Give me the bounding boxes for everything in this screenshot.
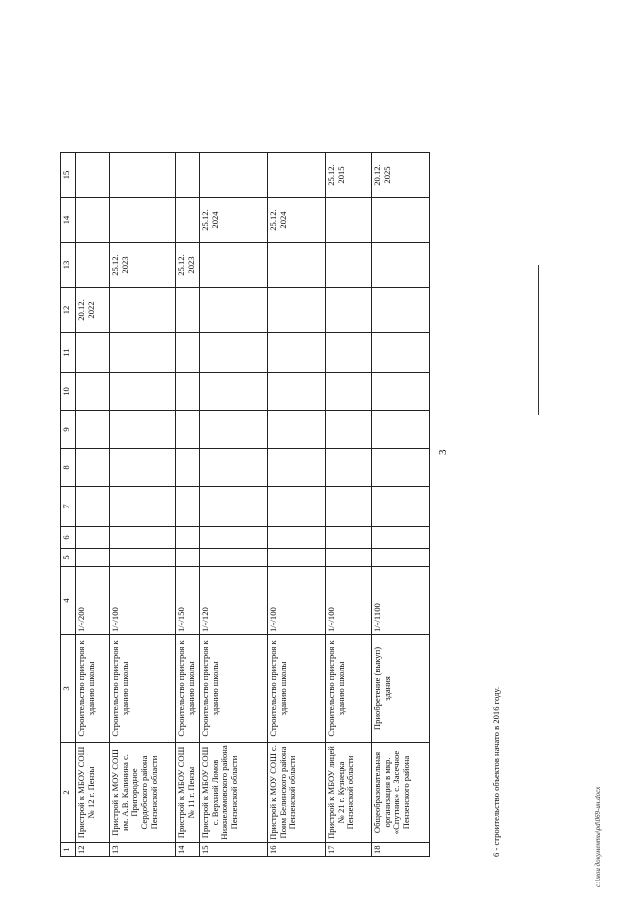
date-cell (176, 153, 200, 198)
object-name: Пристрой к МБОУ СОШ с. Верхний Ломов Нижнеломовского района Пензенской области (200, 743, 268, 843)
table-row (176, 153, 200, 857)
date-cell: 25.12. 2024 (200, 198, 268, 243)
row-number: 18 (372, 843, 430, 857)
row-number: 13 (110, 843, 176, 857)
object-name: Пристрой к МБОУ СОШ № 12 г. Пензы (76, 743, 110, 843)
date-cell (110, 198, 176, 243)
table-row (110, 153, 176, 857)
work-type: Строительство пристроя к зданию школы (176, 635, 200, 743)
row-number: 15 (200, 843, 268, 857)
work-type: Строительство пристроя к зданию школы (76, 635, 110, 743)
date-cell (326, 288, 372, 333)
objects-table (60, 152, 430, 857)
date-cell: 25.12. 2023 (110, 243, 176, 288)
table-row (200, 153, 268, 857)
capacity: 1/-/1100 (372, 567, 430, 635)
col-header: 13 (61, 243, 76, 288)
date-cell (372, 198, 430, 243)
separator-line (538, 265, 539, 415)
date-cell: 25.12. 2023 (176, 243, 200, 288)
row-number: 16 (268, 843, 326, 857)
capacity: 1/-/100 (268, 567, 326, 635)
date-cell (176, 288, 200, 333)
capacity: 1/-/100 (326, 567, 372, 635)
page-number: 3 (437, 449, 449, 455)
work-type: Строительство пристроя к зданию школы (268, 635, 326, 743)
date-cell: 20.12. 2025 (372, 153, 430, 198)
table-row (326, 153, 372, 857)
col-header: 6 (61, 527, 76, 549)
date-cell (326, 243, 372, 288)
col-header: 3 (61, 635, 76, 743)
col-header: 9 (61, 411, 76, 449)
date-cell (268, 288, 326, 333)
work-type: Строительство пристроя к зданию школы (110, 635, 176, 743)
object-name: Пристрой к МБОУ СОШ № 11 г. Пензы (176, 743, 200, 843)
row-number: 17 (326, 843, 372, 857)
date-cell (76, 153, 110, 198)
row-number: 12 (76, 843, 110, 857)
date-cell: 25.12. 2024 (268, 198, 326, 243)
table-row (268, 153, 326, 857)
col-header: 12 (61, 288, 76, 333)
date-cell (372, 243, 430, 288)
header-row (61, 153, 76, 857)
object-name: Пристрой к МОУ СОШ им. А.В. Калинина с. Пригородное Сердобского района Пензенской области (110, 743, 176, 843)
row-number: 14 (176, 843, 200, 857)
date-cell: 20.12. 2022 (76, 288, 110, 333)
footnote: 6 - строительство объектов начато в 2016 году. (491, 687, 501, 857)
object-name: Пристрой к МБОУ лицей № 21 г. Кузнецка Пензенской области (326, 743, 372, 843)
table-row (372, 153, 430, 857)
col-header: 14 (61, 198, 76, 243)
file-path: c:\мои документы\pd\069-ин.docx (594, 786, 602, 887)
col-header: 10 (61, 373, 76, 411)
col-header: 4 (61, 567, 76, 635)
capacity: 1/-/200 (76, 567, 110, 635)
col-header: 1 (61, 843, 76, 857)
date-cell (326, 198, 372, 243)
date-cell (110, 288, 176, 333)
date-cell (200, 243, 268, 288)
work-type: Строительство пристроя к зданию школы (326, 635, 372, 743)
capacity: 1/-/120 (200, 567, 268, 635)
table-row (76, 153, 110, 857)
date-cell (268, 153, 326, 198)
object-name: Пристрой к МОУ СОШ с. Поим Белинского района Пензенской области (268, 743, 326, 843)
date-cell (268, 243, 326, 288)
date-cell (76, 243, 110, 288)
col-header: 2 (61, 743, 76, 843)
work-type: Строительство пристроя к зданию школы (200, 635, 268, 743)
date-cell (200, 288, 268, 333)
date-cell (176, 198, 200, 243)
object-name: Общеобразовательная организация в мкр. «Спутник» с. Засечное Пензенского района (372, 743, 430, 843)
date-cell (200, 153, 268, 198)
date-cell: 25.12. 2015 (326, 153, 372, 198)
col-header: 11 (61, 333, 76, 373)
date-cell (76, 198, 110, 243)
date-cell (372, 288, 430, 333)
col-header: 8 (61, 449, 76, 487)
col-header: 5 (61, 549, 76, 567)
date-cell (110, 153, 176, 198)
work-type: Приобретение (выкуп) здания (372, 635, 430, 743)
capacity: 1/-/100 (110, 567, 176, 635)
capacity: 1/-/150 (176, 567, 200, 635)
col-header: 7 (61, 487, 76, 527)
col-header: 15 (61, 153, 76, 198)
